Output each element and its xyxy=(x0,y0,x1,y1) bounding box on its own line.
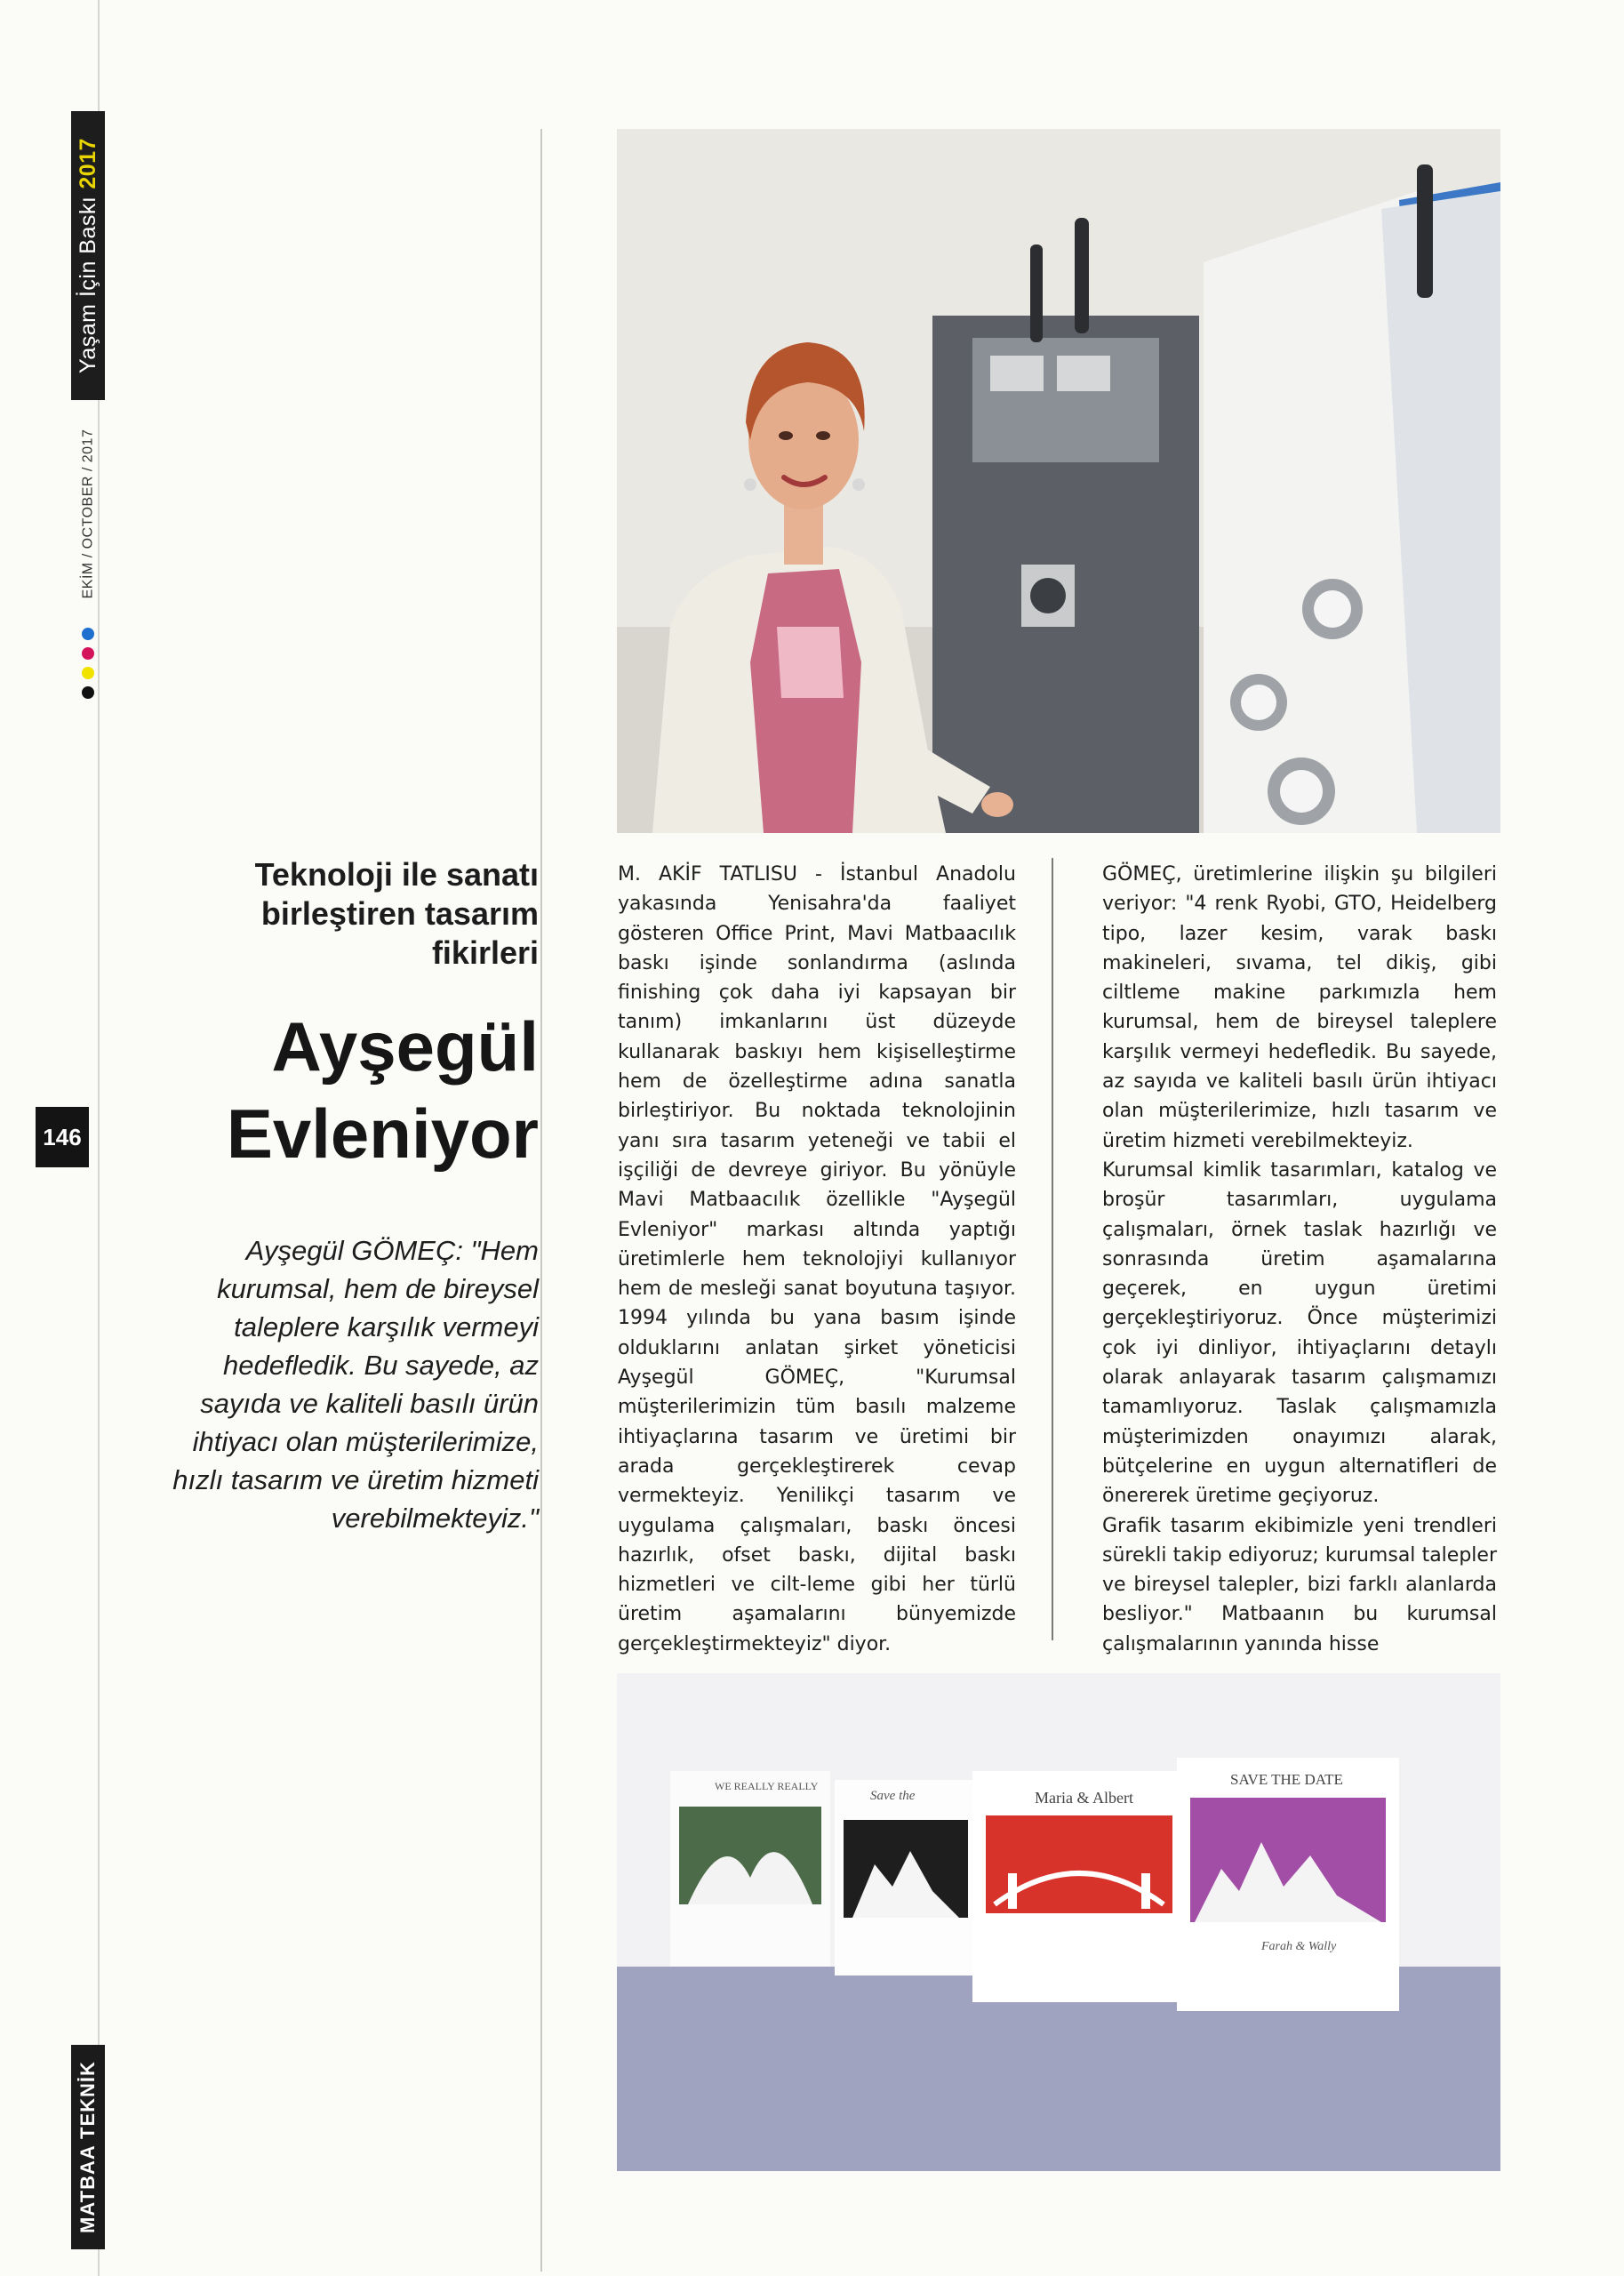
title-line-2: Evleniyor xyxy=(226,1094,539,1173)
column-rule-middle xyxy=(1052,858,1053,1640)
body-column-1 xyxy=(618,860,1016,1659)
body-paragraph: M. AKİF TATLISU - İstanbul Anadolu yakasında Yenisahra'da faaliyet gösteren Office Print, Mavi Matbaacılık baskı işinde sonlandırma (aslında finishing çok daha iyi kapsayan bir tanım) imkanlarını üst düzeyde kullanarak baskıyı hem kişiselleştirme hem de özelleştirme adına sanatla birleştiriyor. Bu noktada teknolojinin yanı sıra tasarım yeteneği ve tabii el işçiliği de devreye giriyor. Bu yönüyle Mavi Matbaacılık özellikle "Ayşegül Evleniyor" markası altında yaptığı üretimlerle hem teknolojiyi kullanıyor hem de mesleği sanat boyutuna taşıyor. 1994 yılında bu yana basım işinde olduklarını anlatan şirket yöneticisi Ayşegül GÖMEÇ, "Kurumsal müşterilerimizin tüm basılı malzeme ihtiyaçlarına tasarım ve üretimi bir arada gerçekleştirerek cevap vermekteyiz. Yenilikçi tasarım ve uygulama çalışmaları, baskı öncesi hazırlık, ofset baskı, dijital baskı hizmetleri ve cilt-leme gibi her türlü üretim aşamalarını bünyemizde gerçekleştirmekteyiz" diyor. xyxy=(618,863,1016,1655)
card-1-text: WE REALLY REALLY xyxy=(715,1780,819,1792)
issue-date-wrap xyxy=(71,413,105,613)
page-number: 146 xyxy=(36,1107,89,1167)
photo-woman-at-press xyxy=(617,129,1500,833)
magazine-logo-wrap xyxy=(71,2045,105,2249)
body-column-2 xyxy=(1102,860,1497,1659)
cmyk-dot-yellow xyxy=(82,667,94,679)
section-title: Yaşam İçin Baskı xyxy=(75,196,100,373)
section-tab xyxy=(71,111,105,400)
card-4-text: SAVE THE DATE xyxy=(1230,1771,1343,1788)
cmyk-dot-magenta xyxy=(82,647,94,660)
column-rule-left xyxy=(540,129,542,2272)
body-paragraph: Kurumsal kimlik tasarımları, katalog ve broşür tasarımları, uygulama çalışmaları, örnek taslak hazırlığı ve sonrasında üretim aşamalarına geçerek, en uygun üretimi gerçekleştiriyoruz. Önce müşterimizi çok iyi dinliyor, ihtiyaçlarını detaylı olarak anlayarak tasarım çalışmamızı tamamlıyoruz. Taslak çalışmamızla müşterimizden onayımızı alarak, bütçelerine en uygun alternatifleri de önererek üretime geçiyoruz. xyxy=(1102,1158,1497,1508)
cmyk-dot-cyan xyxy=(82,628,94,640)
issue-date: EKİM / OCTOBER / 2017 xyxy=(80,429,95,598)
article-title xyxy=(130,1003,539,1177)
cmyk-dot-black xyxy=(82,686,94,699)
press-photo-illustration xyxy=(617,129,1500,833)
card-2-text: Save the xyxy=(870,1789,916,1803)
photo-invitation-cards xyxy=(617,1673,1500,2171)
magazine-logo: MATBAA TEKNİK xyxy=(76,2061,99,2233)
title-line-1: Ayşegül xyxy=(271,1007,539,1086)
card-3-text: Maria & Albert xyxy=(1035,1789,1133,1807)
section-year: 2017 xyxy=(75,138,100,189)
body-paragraph: Grafik tasarım ekibimizle yeni trendleri sürekli takip ediyoruz; kurumsal talepler ve bireysel talepler, bizi farklı alanlarda besliyor." Matbaanın bu kurumsal çalışmalarının yanında hisse xyxy=(1102,1514,1497,1655)
body-paragraph: GÖMEÇ, üretimlerine ilişkin şu bilgileri veriyor: "4 renk Ryobi, GTO, Heidelberg tipo, lazer kesim, varak baskı makineleri, sıvama, tel dikiş, gibi ciltleme makine parkımızla hem kurumsal, hem de bireysel taleplere karşılık vermeyi hedefledik. Bu sayede, az sayıda ve kaliteli basılı ürün ihtiyacı olan müşterilerimize, hızlı tasarım ve üretim hizmeti verebilmekteyiz. xyxy=(1102,863,1497,1152)
pull-quote: Ayşegül GÖMEÇ: "Hem kurumsal, hem de bireysel taleplere karşılık vermeyi hedefledik. Bu sayede, az sayıda ve kaliteli basılı ürün ihtiyacı olan müşterilerimize, hızlı tasarım ve üretim hizmeti verebilmekteyiz." xyxy=(172,1235,539,1534)
card-4-names: Farah & Wally xyxy=(1261,1940,1337,1953)
cards-photo-illustration xyxy=(617,1673,1500,2171)
article-kicker: Teknoloji ile sanatı birleştiren tasarım fikirleri xyxy=(254,856,539,971)
